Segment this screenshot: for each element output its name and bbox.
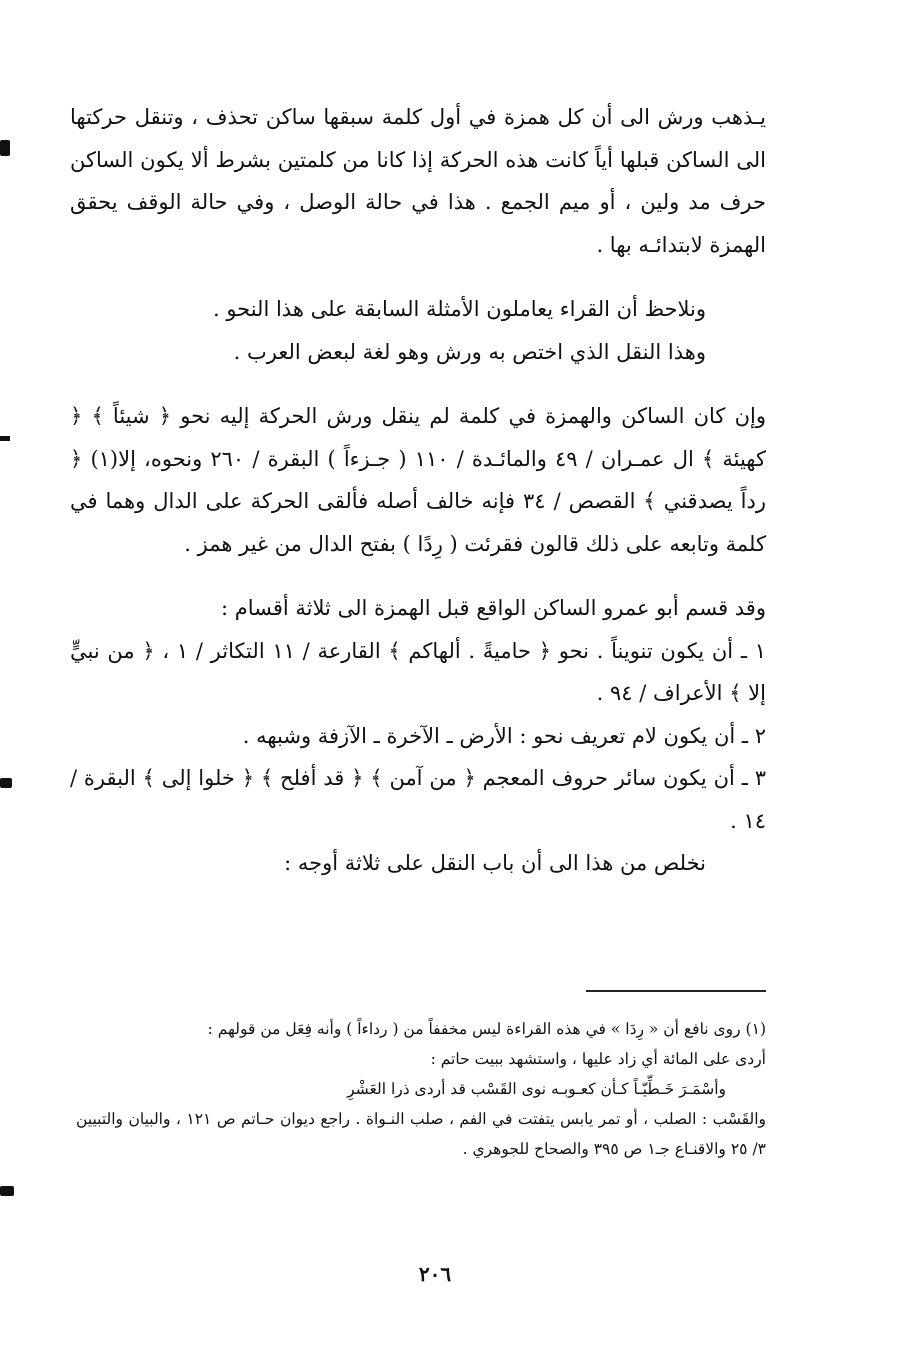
paragraph-2b: وهذا النقل الذي اختص به ورش وهو لغة لبعض العرب . xyxy=(233,339,706,364)
paragraph-2a: ونلاحظ أن القراء يعاملون الأمثلة السابقة على هذا النحو . xyxy=(212,297,706,321)
footnote-line-4: والقَسْب : الصلب ، أو تمر يابس يتفتت في الفم ، صلب النـواة . راجع ديوان حـاتم ص ١٢١ ، والبيان والتبيين ٣/ ٢٥ والاقنـاع جـ١ ص ٣٩٥ والصحاح للجوهري . xyxy=(76,1110,767,1158)
margin-mark-2 xyxy=(0,436,10,441)
page-number: ٢٠٦ xyxy=(418,1262,452,1286)
footnote-line-2: أردى على المائة أي زاد عليها ، واستشهد ببيت حاتم : xyxy=(430,1050,766,1068)
margin-mark-3 xyxy=(0,778,12,788)
list-item-3: ٣ ـ أن يكون سائر حروف المعجم ﴿ من آمن ﴾ ﴿ قد أفلح ﴾ ﴿ خلوا إلى ﴾ البقرة / ١٤ . xyxy=(70,766,766,833)
list-item-1: ١ ـ أن يكون تنويناً . نحو ﴿ حاميةً . ألهاكم ﴾ القارعة / ١١ التكاثر / ١ ، ﴿ من نبيٍّ إلا ﴾ الأعراف / ٩٤ . xyxy=(70,638,766,705)
paragraph-3: وإن كان الساكن والهمزة في كلمة لم ينقل ورش الحركة إليه نحو ﴿ شيئاً ﴾ ﴿ كهيئة ﴾ ال عمـران / ٤٩ والمائـدة / ١١٠ ( جـزءاً ) البقرة / ٢٦٠ ونحوه، إلا(١) ﴿ رداً يصدقني ﴾ القصص / ٣٤ فإنه خالف أصله فألقى الحركة على الدال وهما في كلمة وتابعه على ذلك قالون فقرئت ( رِدًا ) بفتح الدال من غير همز . xyxy=(70,404,766,556)
list-item-2: ٢ ـ أن يكون لام تعريف نحو : الأرض ـ الآخرة ـ الآزفة وشبهه . xyxy=(242,723,766,748)
footnotes xyxy=(76,1014,766,1164)
paragraph-5: نخلص من هذا الى أن باب النقل على ثلاثة أوجه : xyxy=(284,851,706,875)
footnote-divider xyxy=(586,990,766,992)
paragraph-4: وقد قسم أبو عمرو الساكن الواقع قبل الهمزة الى ثلاثة أقسام : xyxy=(220,596,766,620)
footnote-verse: وأسْمَـرَ خَـطِّيّـاً كـأن كعـوبـه نوى القَسْب قد أردى ذرا العَشْرِ xyxy=(347,1080,726,1098)
main-text xyxy=(70,96,766,885)
margin-mark-1 xyxy=(0,140,10,156)
paragraph-1: يـذهب ورش الى أن كل همزة في أول كلمة سبقها ساكن تحذف ، وتنقل حركتها الى الساكن قبلها أياً كانت هذه الحركة إذا كانا من كلمتين بشرط ألا يكون الساكن حرف مد ولين ، أو ميم الجمع . هذا في حالة الوصل ، وفي حالة الوقف يحقق الهمزة لابتدائـه بها . xyxy=(70,105,766,257)
footnote-line-1: (١) روى نافع أن « رِدَا » في هذه القراءة ليس مخففاً من ( رداءاً ) وأنه فِعَل من قولهم : xyxy=(207,1020,766,1038)
margin-mark-4 xyxy=(0,1186,14,1196)
